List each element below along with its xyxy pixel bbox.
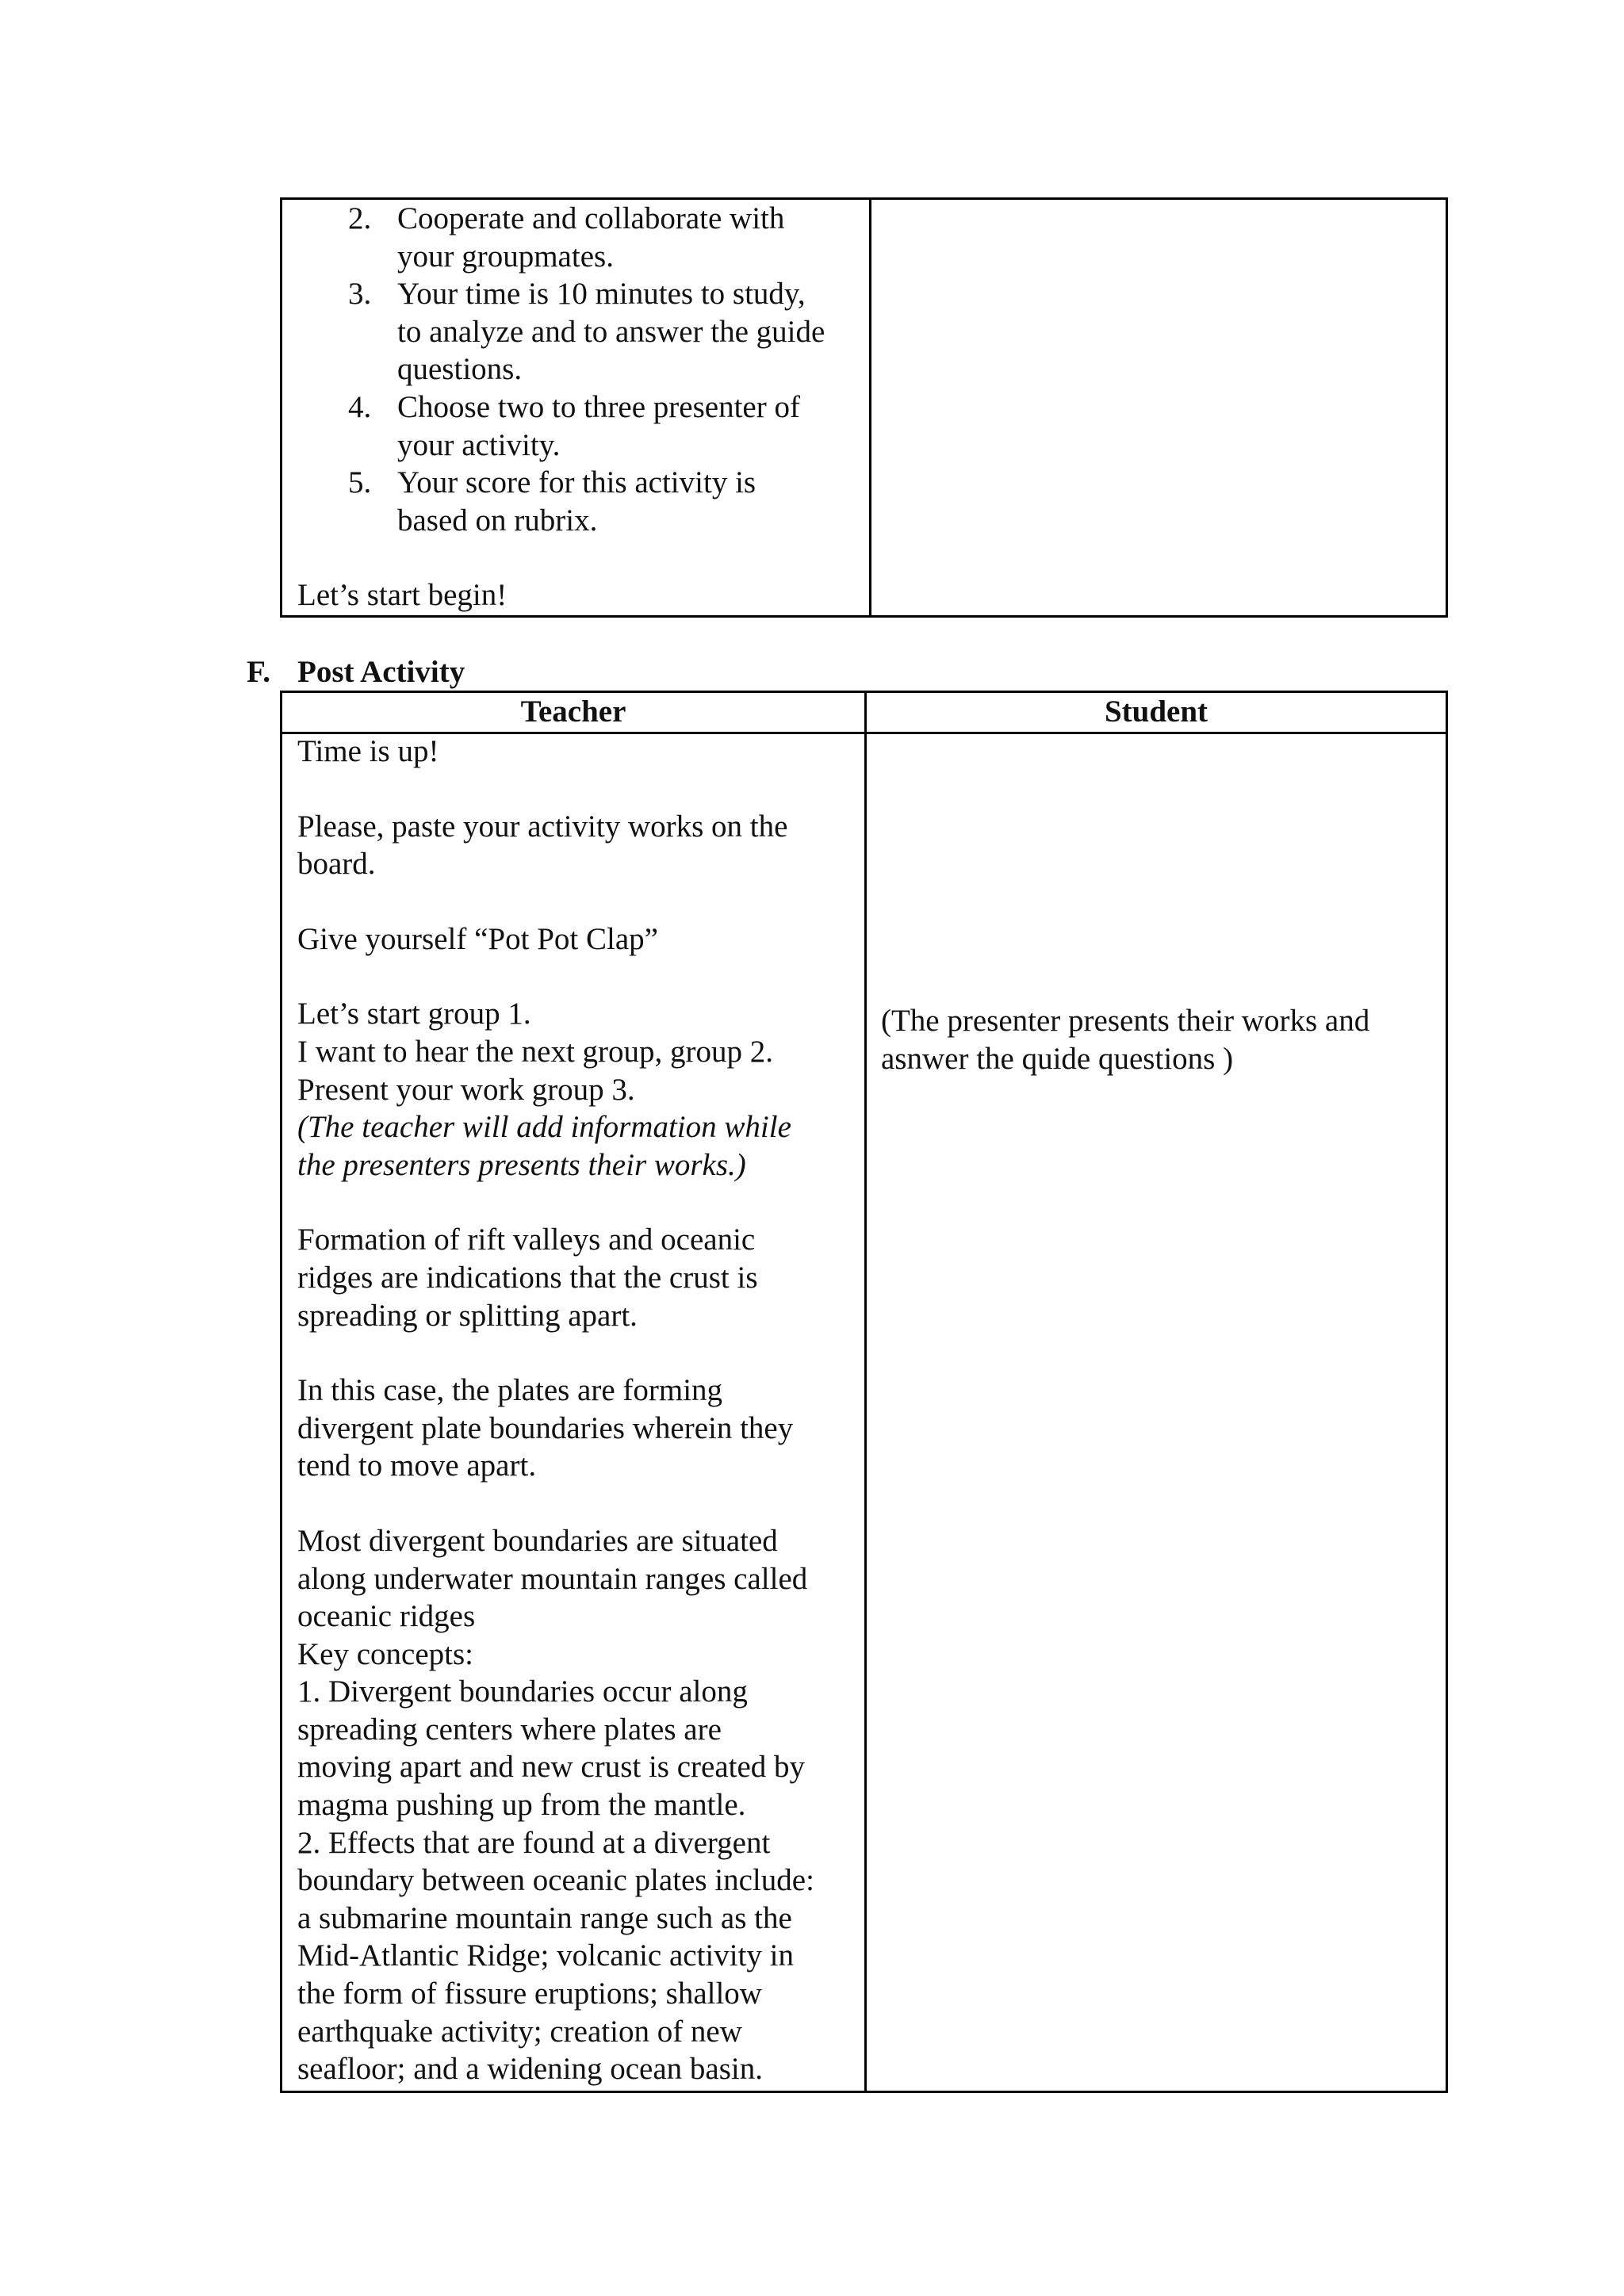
section-letter: F. (247, 655, 270, 689)
teacher-line: spreading centers where plates are (297, 1712, 722, 1747)
teacher-line: Present your work group 3. (297, 1072, 635, 1107)
teacher-line: tend to move apart. (297, 1448, 537, 1483)
teacher-line: oceanic ridges (297, 1599, 476, 1634)
column-divider (869, 200, 871, 615)
teacher-line: Mid-Atlantic Ridge; volcanic activity in (297, 1938, 795, 1973)
teacher-line: seafloor; and a widening ocean basin. (297, 2052, 763, 2087)
teacher-line: magma pushing up from the mantle. (297, 1788, 746, 1823)
student-line: (The presenter presents their works and (881, 1004, 1370, 1038)
student-line: asnwer the quide questions ) (881, 1041, 1234, 1076)
teacher-line: Give yourself “Pot Pot Clap” (297, 921, 658, 956)
teacher-note: (The teacher will add information while (297, 1110, 791, 1145)
teacher-line: Formation of rift valleys and oceanic (297, 1223, 756, 1257)
teacher-line: Please, paste your activity works on the (297, 809, 788, 844)
student-cell (881, 1002, 1436, 1077)
teacher-note: the presenters presents their works.) (297, 1147, 746, 1182)
teacher-line: moving apart and new crust is created by (297, 1750, 806, 1785)
teacher-line: 1. Divergent boundaries occur along (297, 1674, 748, 1709)
student-column-header: Student (1104, 695, 1208, 729)
column-divider (864, 693, 867, 2091)
post-activity-table (280, 691, 1448, 2093)
instruction-step: 4. Choose two to three presenter of your activity. (348, 389, 800, 462)
instructions-cell (297, 200, 860, 614)
teacher-line: Time is up! (297, 734, 439, 768)
instruction-steps (297, 200, 860, 539)
teacher-line: I want to hear the next group, group 2. (297, 1034, 774, 1069)
instruction-step: 2. Cooperate and collaborate with your groupmates. (348, 201, 785, 274)
instruction-step: 3. Your time is 10 minutes to study, to analyze and to answer the guide questions. (348, 277, 825, 387)
section-title: Post Activity (297, 655, 465, 689)
instructions-table (280, 197, 1448, 618)
teacher-line: spreading or splitting apart. (297, 1298, 638, 1333)
teacher-line: along underwater mountain ranges called (297, 1561, 808, 1596)
teacher-line: board. (297, 847, 376, 882)
teacher-column-header: Teacher (520, 695, 626, 729)
teacher-line: In this case, the plates are forming (297, 1373, 723, 1408)
teacher-line: the form of fissure eruptions; shallow (297, 1976, 762, 2011)
teacher-line: 2. Effects that are found at a divergent (297, 1825, 771, 1860)
teacher-line: a submarine mountain range such as the (297, 1900, 792, 1935)
teacher-line: Let’s start group 1. (297, 997, 531, 1031)
section-heading (247, 653, 465, 691)
teacher-line: divergent plate boundaries wherein they (297, 1410, 794, 1445)
teacher-line: Key concepts: (297, 1636, 474, 1671)
closing-line: Let’s start begin! (297, 578, 508, 613)
instruction-step: 5. Your score for this activity is based on rubrix. (348, 465, 756, 538)
teacher-line: boundary between oceanic plates include: (297, 1863, 814, 1898)
teacher-line: earthquake activity; creation of new (297, 2014, 742, 2049)
teacher-line: Most divergent boundaries are situated (297, 1523, 778, 1558)
teacher-cell (297, 733, 856, 2088)
teacher-line: ridges are indications that the crust is (297, 1260, 758, 1295)
